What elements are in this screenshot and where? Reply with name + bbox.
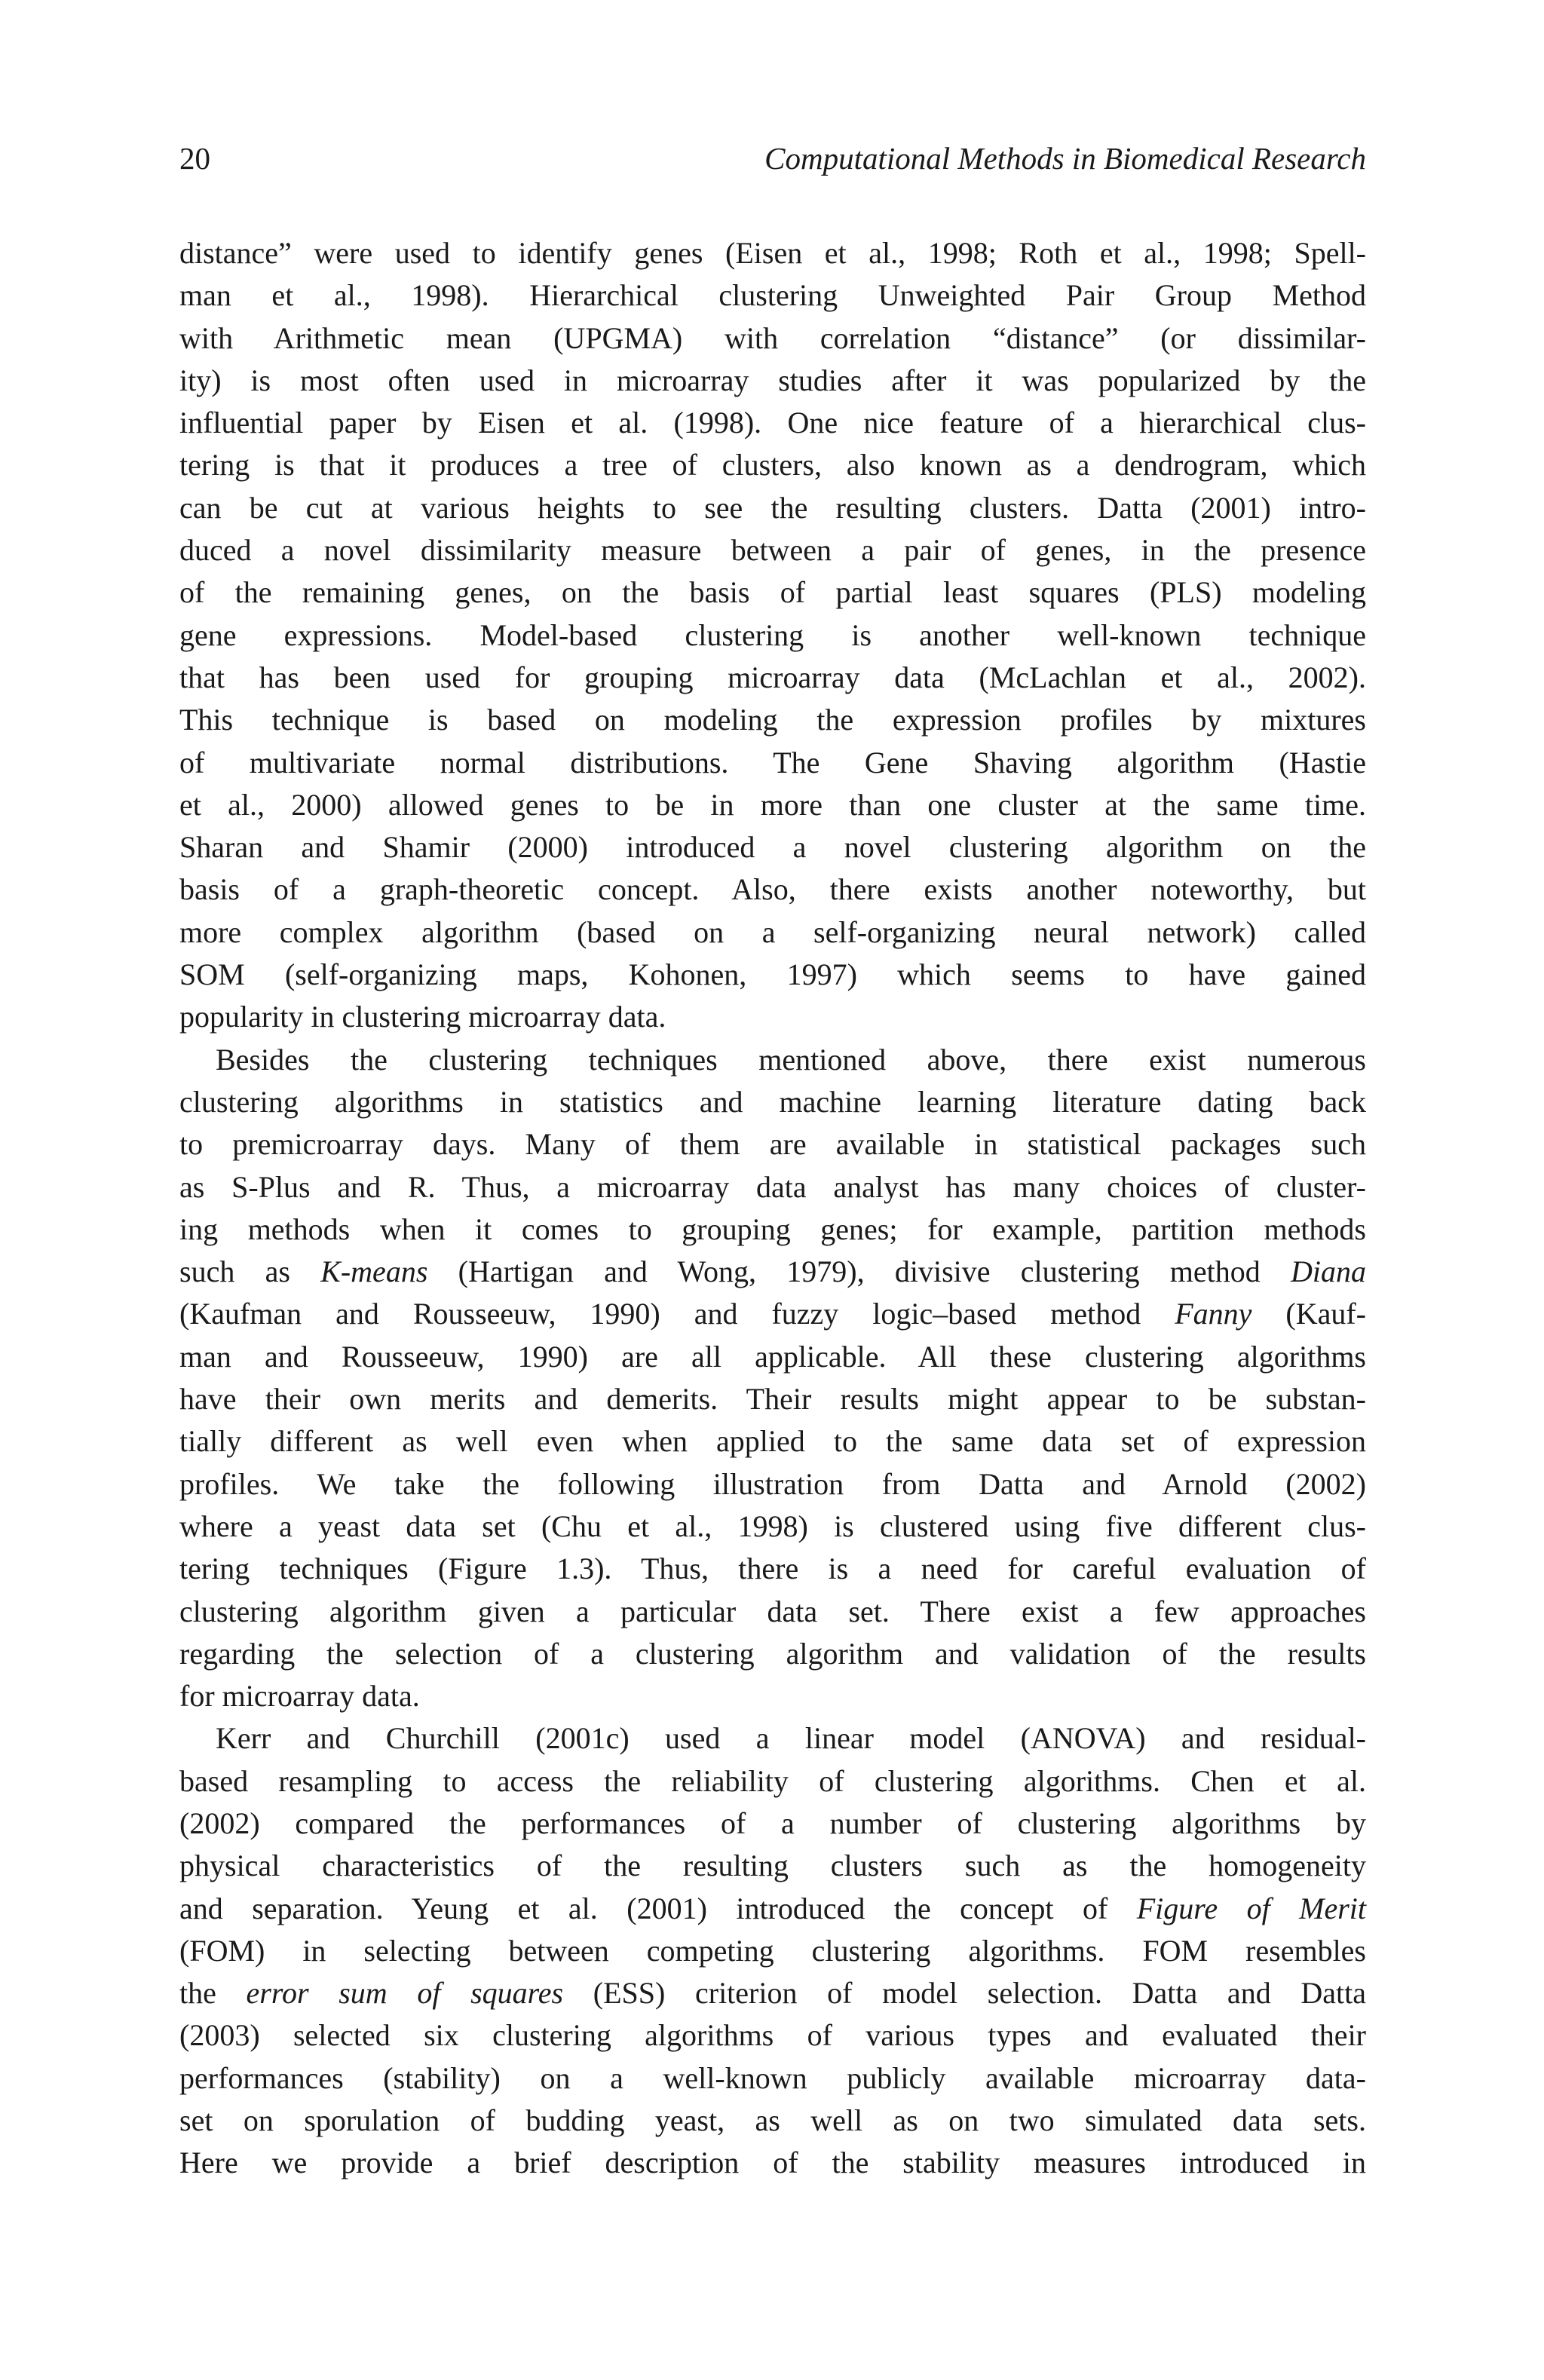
text-line: tering is that it produces a tree of clusters, also known as a dendrogram, which — [179, 448, 1366, 482]
text-line: Besides the clustering techniques mentioned above, there exist numerous — [216, 1042, 1366, 1077]
text-line: gene expressions. Model-based clustering is another well-known technique — [179, 617, 1366, 652]
text-line — [179, 1888, 1366, 1930]
text-line: that has been used for grouping microarray data (McLachlan et al., 2002). — [179, 660, 1366, 694]
page-number: 20 — [179, 141, 210, 176]
text-line: regarding the selection of a clustering algorithm and validation of the results — [179, 1636, 1366, 1671]
text-line: of multivariate normal distributions. The Gene Shaving algorithm (Hastie — [179, 745, 1366, 780]
text-line: as S-Plus and R. Thus, a microarray data analyst has many choices of cluster- — [179, 1169, 1366, 1204]
text-line: man and Rousseeuw, 1990) are all applicable. All these clustering algorithms — [179, 1339, 1366, 1374]
running-title: Computational Methods in Biomedical Research — [764, 141, 1366, 176]
text-line: set on sporulation of budding yeast, as well as on two simulated data sets. — [179, 2103, 1366, 2138]
text-line: performances (stability) on a well-known publicly available microarray data- — [179, 2060, 1366, 2095]
text-line: for microarray data. — [179, 1679, 420, 1714]
running-header — [179, 136, 1366, 181]
text-segment: such as — [179, 1254, 321, 1289]
body-text — [179, 232, 1366, 2185]
text-line — [179, 1972, 1366, 2014]
text-line: man et al., 1998). Hierarchical clustering Unweighted Pair Group Method — [179, 278, 1366, 313]
text-line: (2003) selected six clustering algorithms of various types and evaluated their — [179, 2018, 1366, 2053]
text-line: profiles. We take the following illustration from Datta and Arnold (2002) — [179, 1466, 1366, 1501]
text-line: et al., 2000) allowed genes to be in more than one cluster at the same time. — [179, 787, 1366, 822]
text-line: This technique is based on modeling the expression profiles by mixtures — [179, 703, 1366, 737]
paragraph — [179, 232, 1366, 1039]
text-segment: (Kauf- — [1251, 1297, 1366, 1331]
italic-term: K-means — [320, 1254, 428, 1289]
paragraph — [179, 1717, 1366, 2184]
text-line: tering techniques (Figure 1.3). Thus, there is a need for careful evaluation of — [179, 1551, 1366, 1586]
text-segment: and separation. Yeung et al. (2001) introduced the concept of — [179, 1891, 1137, 1925]
text-line: can be cut at various heights to see the resulting clusters. Datta (2001) intro- — [179, 490, 1366, 525]
text-line — [179, 1293, 1366, 1335]
italic-term: Fanny — [1175, 1297, 1252, 1331]
text-line: ity) is most often used in microarray studies after it was popularized by the — [179, 363, 1366, 397]
text-line: based resampling to access the reliability of clustering algorithms. Chen et al. — [179, 1763, 1366, 1798]
italic-term: Diana — [1291, 1254, 1367, 1289]
text-line: Kerr and Churchill (2001c) used a linear model (ANOVA) and residual- — [216, 1721, 1366, 1756]
text-line: with Arithmetic mean (UPGMA) with correlation “distance” (or dissimilar- — [179, 320, 1366, 355]
text-line: of the remaining genes, on the basis of partial least squares (PLS) modeling — [179, 575, 1366, 610]
text-line — [179, 1251, 1366, 1293]
text-line: Here we provide a brief description of the stability measures introduced in — [179, 2146, 1366, 2180]
text-line: ing methods when it comes to grouping genes; for example, partition methods — [179, 1211, 1366, 1246]
text-line: physical characteristics of the resulting clusters such as the homogeneity — [179, 1849, 1366, 1883]
text-line: tially different as well even when applied to the same data set of expression — [179, 1424, 1366, 1459]
text-line: influential paper by Eisen et al. (1998). One nice feature of a hierarchical clus- — [179, 406, 1366, 440]
text-segment: (ESS) criterion of model selection. Datta and Datta — [563, 1976, 1366, 2011]
italic-term: error sum of squares — [246, 1976, 564, 2011]
text-line: more complex algorithm (based on a self-organizing neural network) called — [179, 914, 1366, 949]
text-line: popularity in clustering microarray data. — [179, 1000, 666, 1034]
text-line: distance” were used to identify genes (Eisen et al., 1998; Roth et al., 1998; Spell- — [179, 236, 1366, 270]
text-segment: (Hartigan and Wong, 1979), divisive clustering method — [427, 1254, 1291, 1289]
text-line: (2002) compared the performances of a number of clustering algorithms by — [179, 1806, 1366, 1840]
text-line: where a yeast data set (Chu et al., 1998) is clustered using five different clus- — [179, 1509, 1366, 1543]
text-line: have their own merits and demerits. Their results might appear to be substan- — [179, 1382, 1366, 1417]
text-line: to premicroarray days. Many of them are available in statistical packages such — [179, 1127, 1366, 1162]
text-line: basis of a graph-theoretic concept. Also, there exists another noteworthy, but — [179, 872, 1366, 907]
text-line: clustering algorithms in statistics and machine learning literature dating back — [179, 1084, 1366, 1119]
text-line: Sharan and Shamir (2000) introduced a novel clustering algorithm on the — [179, 830, 1366, 865]
text-line: (FOM) in selecting between competing clustering algorithms. FOM resembles — [179, 1933, 1366, 1968]
text-segment: the — [179, 1976, 247, 2011]
italic-term: Figure of Merit — [1136, 1891, 1366, 1925]
paragraph — [179, 1039, 1366, 1718]
text-line: clustering algorithm given a particular data set. There exist a few approaches — [179, 1594, 1366, 1628]
text-line: duced a novel dissimilarity measure between a pair of genes, in the presence — [179, 533, 1366, 568]
text-segment: (Kaufman and Rousseeuw, 1990) and fuzzy logic–based method — [179, 1297, 1175, 1331]
text-line: SOM (self-organizing maps, Kohonen, 1997) which seems to have gained — [179, 957, 1366, 992]
